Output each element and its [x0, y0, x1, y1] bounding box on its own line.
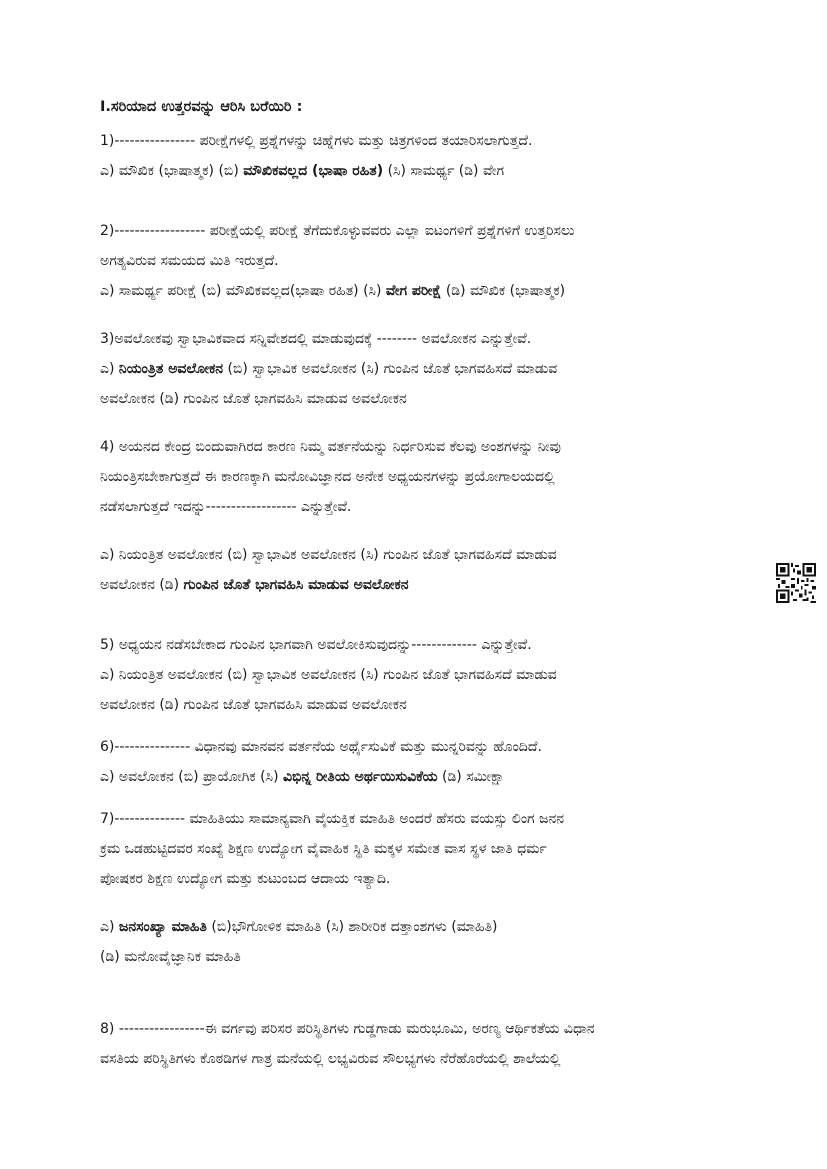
option-text: ಎ) ಮೌಖಿಕ (ಭಾಷಾತ್ಮಕ) (ಬಿ)	[100, 163, 244, 179]
question-7-cont: ಕ್ರಮ ಒಡಹುಟ್ಟಿದವರ ಸಂಖ್ಯೆ ಶಿಕ್ಷಣ ಉದ್ಯೋಗ ವೈವಾಹಿಕ ಸ್ಥಿತಿ ಮಕ್ಕಳ ಸಮೇತ ವಾಸ ಸ್ಥಳ ಜಾತಿ ಧರ್ಮ	[100, 841, 547, 857]
question-6-options	[100, 762, 740, 792]
document-page	[100, 96, 740, 1074]
option-text: (ಡಿ) ಸಮೀಕ್ಷಾ	[437, 769, 505, 785]
option-text: ಎ)	[100, 919, 119, 935]
answer-highlight: ವೇಗ ಪರೀಕ್ಷೆ	[385, 283, 442, 299]
option-text: (ಡಿ) ಮೌಖಿಕ (ಭಾಷಾತ್ಮಕ)	[441, 283, 566, 299]
question-3-options	[100, 354, 740, 384]
option-text: ಎ)	[100, 361, 119, 377]
question-1-options	[100, 156, 740, 186]
question-4-options-cont	[100, 570, 740, 600]
question-2-options	[100, 276, 740, 306]
question-6: 6)--------------- ವಿಧಾನವು ಮಾನವನ ವರ್ತನೆಯ ಅರ್ಥೈಸುವಿಕೆ ಮತ್ತು ಮುನ್ನರಿವನ್ನು ಹೊಂದಿದೆ.	[100, 739, 542, 755]
option-text: (ಸಿ) ಸಾಮರ್ಥ್ಯ (ಡಿ) ವೇಗ	[383, 163, 505, 179]
section-heading: I.ಸರಿಯಾದ ಉತ್ತರವನ್ನು ಆರಿಸಿ ಬರೆಯಿರಿ :	[100, 99, 303, 115]
question-7-cont: ಪೋಷಕರ ಶಿಕ್ಷಣ ಉದ್ಯೋಗ ಮತ್ತು ಕುಟುಂಬದ ಆದಾಯ ಇತ್ಯಾದಿ.	[100, 871, 391, 887]
option-text: (ಬಿ) ಸ್ವಾಭಾವಿಕ ಅವಲೋಕನ (ಸಿ) ಗುಂಪಿನ ಜೊತೆ ಭಾಗವಹಿಸದೆ ಮಾಡುವ	[223, 361, 558, 377]
question-8-cont: ವಸತಿಯ ಪರಿಸ್ಥಿತಿಗಳು ಕೊಠಡಿಗಳ ಗಾತ್ರ ಮನೆಯಲ್ಲಿ ಲಭ್ಯವಿರುವ ಸೌಲಭ್ಯಗಳು ನೆರೆಹೊರೆಯಲ್ಲಿ ಶಾಲೆಯಲ್ಲಿ	[100, 1051, 561, 1067]
question-2-cont: ಅಗತ್ಯವಿರುವ ಸಮಯದ ಮಿತಿ ಇರುತ್ತದೆ.	[100, 253, 279, 269]
question-7: 7)-------------- ಮಾಹಿತಿಯು ಸಾಮಾನ್ಯವಾಗಿ ವೈಯಕ್ತಿಕ ಮಾಹಿತಿ ಅಂದರೆ ಹೆಸರು ವಯಸ್ಸು ಲಿಂಗ ಜನನ	[100, 811, 565, 827]
qr-code-icon	[776, 563, 816, 603]
option-text: ಅವಲೋಕನ (ಡಿ)	[100, 577, 184, 593]
question-2: 2)------------------ ಪರೀಕ್ಷೆಯಲ್ಲಿ ಪರೀಕ್ಷೆ ತೆಗೆದುಕೊಳ್ಳುವವರು ಎಲ್ಲಾ ಐಟಂಗಳಿಗೆ ಪ್ರಶ್ನೆಗಳಿಗೆ ಉತ್ತರಿಸಲು	[100, 223, 575, 239]
question-5-options-cont: ಅವಲೋಕನ (ಡಿ) ಗುಂಪಿನ ಜೊತೆ ಭಾಗವಹಿಸಿ ಮಾಡುವ ಅವಲೋಕನ	[100, 697, 407, 713]
answer-highlight: ವಿಭಿನ್ನ ರೀತಿಯ ಅರ್ಥಯಿಸುವಿಕೆಯ	[282, 769, 438, 785]
option-text: ಎ) ಸಾಮರ್ಥ್ಯ ಪರೀಕ್ಷೆ (ಬಿ) ಮೌಖಿಕವಲ್ಲದ(ಭಾಷಾ ರಹಿತ) (ಸಿ)	[100, 283, 386, 299]
answer-highlight: ಗುಂಪಿನ ಜೊತೆ ಭಾಗವಹಿಸಿ ಮಾಡುವ ಅವಲೋಕನ	[183, 577, 409, 593]
question-4-cont: ನಡೆಸಲಾಗುತ್ತದೆ ಇದನ್ನು------------------ ಎನ್ನುತ್ತೇವೆ.	[100, 499, 352, 515]
question-8: 8) -----------------ಈ ವರ್ಗವು ಪರಿಸರ ಪರಿಸ್ಥಿತಿಗಳು ಗುಡ್ಡಗಾಡು ಮರುಭೂಮಿ, ಅರಣ್ಯ ಆರ್ಥಿಕತೆಯ ವಿಧಾನ	[100, 1021, 595, 1037]
question-4: 4) ಅಯನದ ಕೇಂದ್ರ ಬಿಂದುವಾಗಿರದ ಕಾರಣ ನಿಮ್ಮ ವರ್ತನೆಯನ್ನು ನಿರ್ಧರಿಸುವ ಕೆಲವು ಅಂಶಗಳನ್ನು ನೀವು	[100, 439, 561, 455]
option-text: ಎ) ಅವಲೋಕನ (ಬಿ) ಪ್ರಾಯೋಗಿಕ (ಸಿ)	[100, 769, 283, 785]
question-4-options: ಎ) ನಿಯಂತ್ರಿತ ಅವಲೋಕನ (ಬಿ) ಸ್ವಾಭಾವಿಕ ಅವಲೋಕನ (ಸಿ) ಗುಂಪಿನ ಜೊತೆ ಭಾಗವಹಿಸದೆ ಮಾಡುವ	[100, 547, 557, 563]
answer-highlight: ಜನಸಂಖ್ಯಾ ಮಾಹಿತಿ	[118, 919, 207, 935]
question-1: 1)---------------- ಪರೀಕ್ಷೆಗಳಲ್ಲಿ ಪ್ರಶ್ನೆಗಳನ್ನು ಚಿಹ್ನೆಗಳು ಮತ್ತು ಚಿತ್ರಗಳಿಂದ ತಯಾರಿಸಲಾಗುತ್ತದೆ.	[100, 133, 533, 149]
question-5: 5) ಅಧ್ಯಯನ ನಡೆಸಬೇಕಾದ ಗುಂಪಿನ ಭಾಗವಾಗಿ ಅವಲೋಕಿಸುವುದನ್ನು------------- ಎನ್ನುತ್ತೇವೆ.	[100, 637, 532, 653]
question-3-options-cont: ಅವಲೋಕನ (ಡಿ) ಗುಂಪಿನ ಜೊತೆ ಭಾಗವಹಿಸಿ ಮಾಡುವ ಅವಲೋಕನ	[100, 391, 407, 407]
question-7-options	[100, 912, 740, 942]
question-3: 3)ಅವಲೋಕವು ಸ್ವಾಭಾವಿಕವಾದ ಸನ್ನಿವೇಶದಲ್ಲಿ ಮಾಡುವುದಕ್ಕೆ -------- ಅವಲೋಕನ ಎನ್ನುತ್ತೇವೆ.	[100, 331, 532, 347]
question-4-cont: ನಿಯಂತ್ರಿಸಬೇಕಾಗುತ್ತದೆ ಈ ಕಾರಣಕ್ಕಾಗಿ ಮನೋವಿಜ್ಞಾನದ ಅನೇಕ ಅಧ್ಯಯನಗಳನ್ನು ಪ್ರಯೋಗಾಲಯದಲ್ಲಿ	[100, 469, 555, 485]
question-7-options-cont: (ಡಿ) ಮನೋವೈಜ್ಞಾನಿಕ ಮಾಹಿತಿ	[100, 949, 241, 965]
option-text: (ಬಿ)ಭೌಗೋಳಿಕ ಮಾಹಿತಿ (ಸಿ) ಶಾರೀರಿಕ ದತ್ತಾಂಶಗಳು (ಮಾಹಿತಿ)	[206, 919, 498, 935]
question-5-options: ಎ) ನಿಯಂತ್ರಿತ ಅವಲೋಕನ (ಬಿ) ಸ್ವಾಭಾವಿಕ ಅವಲೋಕನ (ಸಿ) ಗುಂಪಿನ ಜೊತೆ ಭಾಗವಹಿಸದೆ ಮಾಡುವ	[100, 667, 557, 683]
answer-highlight: ನಿಯಂತ್ರಿತ ಅವಲೋಕನ	[118, 361, 224, 377]
answer-highlight: ಮೌಖಿಕವಲ್ಲದ (ಭಾಷಾ ರಹಿತ)	[243, 163, 384, 179]
